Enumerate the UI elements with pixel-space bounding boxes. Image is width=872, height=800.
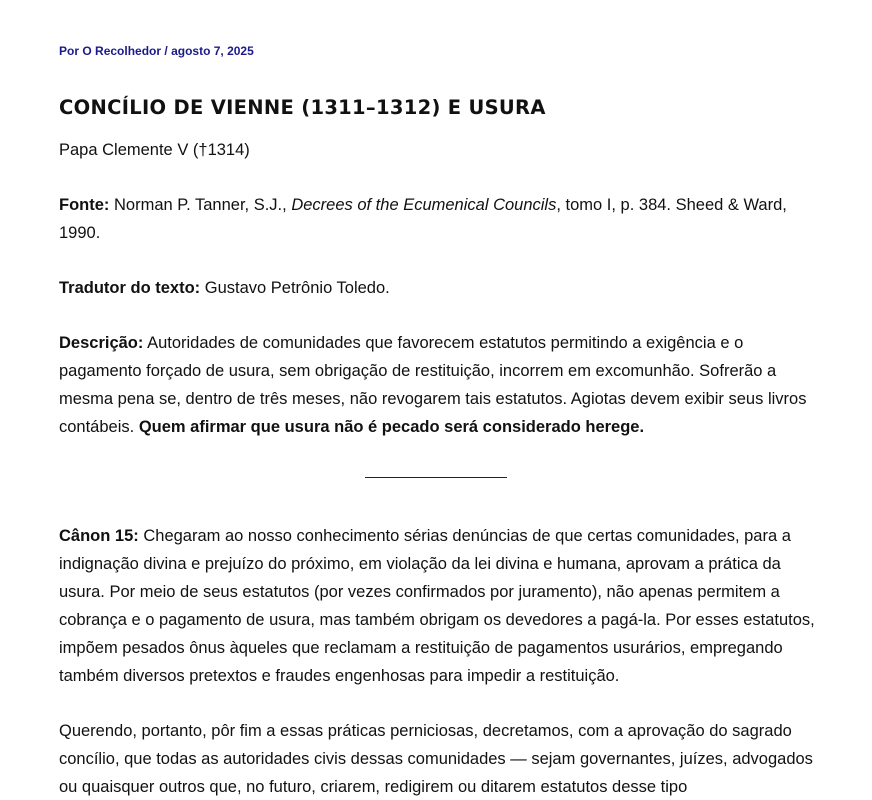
decree-paragraph: [59, 717, 819, 800]
section-divider: [365, 477, 507, 478]
source-book-title: Decrees of the Ecumenical Councils: [291, 196, 557, 214]
author-prefix: Por: [59, 44, 80, 58]
canon-label: Cânon 15:: [59, 527, 139, 545]
description-label: Descrição:: [59, 334, 144, 352]
source-text-before: Norman P. Tanner, S.J.,: [109, 196, 292, 214]
source-label: Fonte:: [59, 196, 110, 214]
subtitle-paragraph: [59, 136, 819, 164]
post-date[interactable]: agosto 7, 2025: [171, 44, 254, 58]
description-emphasis: Quem afirmar que usura não é pecado será considerado herege.: [138, 418, 645, 436]
meta-separator: /: [164, 44, 168, 58]
translator-label: Tradutor do texto:: [59, 279, 201, 297]
description-paragraph: [59, 329, 819, 441]
page-title: CONCÍLIO DE VIENNE (1311–1312) E USURA: [59, 96, 546, 119]
subtitle: Papa Clemente V (†1314): [59, 141, 250, 159]
translator-name: Gustavo Petrônio Toledo.: [200, 279, 390, 297]
translator-paragraph: [59, 274, 819, 302]
decree-text: Querendo, portanto, pôr fim a essas práticas perniciosas, decretamos, com a aprovação do sagrado concílio, que todas as autoridades civis dessas comunidades — sejam governantes, juízes, advogados ou quaisquer outros que, no futuro, criarem, redigirem ou ditarem estatutos desse tipo: [59, 722, 813, 796]
author-link[interactable]: O Recolhedor: [82, 44, 162, 58]
post-meta: [59, 44, 254, 58]
source-text-after: , tomo I, p. 384. Sheed & Ward, 1990.: [59, 196, 787, 242]
article-body: [59, 136, 819, 800]
source-paragraph: [59, 191, 819, 247]
canon-paragraph: [59, 522, 819, 690]
canon-text: Chegaram ao nosso conhecimento sérias denúncias de que certas comunidades, para a indignação divina e prejuízo do próximo, em violação da lei divina e humana, aprovam a prática da usura. Por meio de seus estatutos (por vezes confirmados por juramento), não apenas permitem a cobrança e o pagamento de usura, mas também obrigam os devedores a pagá-la. Por esses estatutos, impõem pesados ônus àqueles que reclamam a restituição de pagamentos usurários, empregando também diversos pretextos e fraudes engenhosas para impedir a restituição.: [59, 527, 815, 685]
divider-container: [59, 467, 819, 495]
description-text: Autoridades de comunidades que favorecem estatutos permitindo a exigência e o pagamento forçado de usura, sem obrigação de restituição, incorrem em excomunhão. Sofrerão a mesma pena se, dentro de três meses, não revogarem tais estatutos. Agiotas devem exibir seus livros contábeis.: [59, 334, 807, 436]
